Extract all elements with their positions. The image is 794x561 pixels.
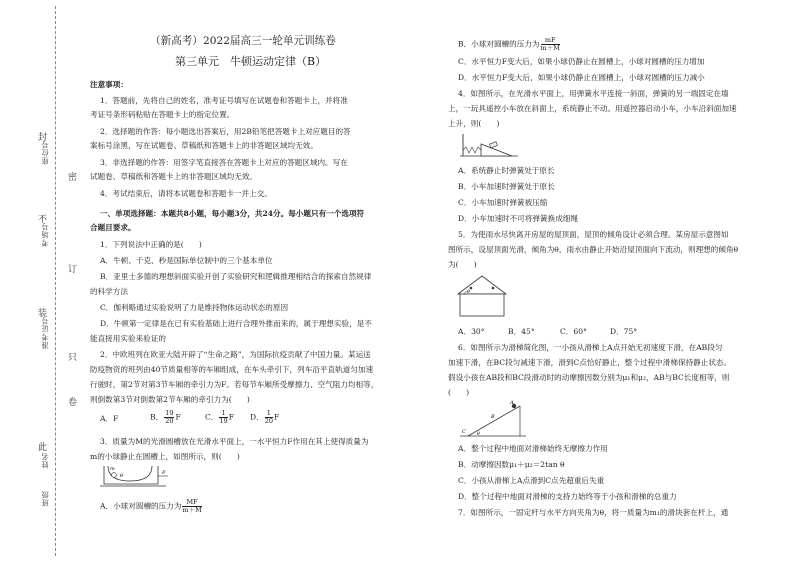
notice-line: 试题卷、草稿纸和答题卡上的非答题区域均无效。 — [90, 172, 258, 181]
q6-stem: ( ) — [448, 388, 470, 397]
q1-option-c: C．伽利略通过实验说明了力是维持物体运动状态的原因 — [100, 303, 289, 312]
q5-option-b: B．45° — [508, 327, 535, 336]
page-subtitle: 第三单元 牛顿运动定律（B） — [175, 55, 327, 68]
q1-option-d-cont: 能直接用实验来验证的 — [90, 334, 166, 343]
q3-option-d: D．水平恒力F变大后，如果小球仍静止在圆槽上，小球对圆槽的压力减小 — [458, 73, 705, 82]
q6-option-a: A．整个过程中地面对滑梯始终无摩擦力作用 — [458, 444, 608, 453]
q3-fig-theta: θ — [120, 473, 124, 479]
q2-option-d: D． $\frac{1}{20}$ F — [250, 409, 280, 425]
q6-stem: 6．如图所示为滑梯简化图，一小孩从滑梯上A点开始无初速度下滑，在AB段匀 — [458, 343, 723, 352]
q6-stem: 加速下滑，在BC段匀减速下滑，滑到C点恰好静止，整个过程中滑梯保持静止状态。 — [448, 358, 732, 367]
q6-fig-A: A — [510, 400, 514, 406]
q6-fig-C: C — [462, 429, 466, 435]
q6-fig-B: B — [491, 414, 495, 420]
q6-slide-figure — [458, 398, 528, 440]
margin-char-bu: 不 — [38, 215, 48, 225]
q3-stem: m的小球静止在圆槽上，如图所示，则( ) — [90, 452, 240, 461]
q5-house-figure — [456, 272, 508, 318]
binding-line — [55, 6, 56, 556]
q4-spring-incline-figure — [460, 132, 520, 160]
margin-char-mi: 密 — [68, 173, 78, 183]
q4-stem: 上，一玩具遥控小车放在斜面上，系统静止不动。用遥控器启动小车，小车沿斜面加速 — [448, 104, 737, 113]
q3-option-a: A．小球对圆槽的压力为 $\frac{MF}{m+M}$ — [100, 498, 202, 514]
q1-option-b-cont: 的科学方法 — [90, 287, 128, 296]
section-heading: 一、单项选择题：本题共8小题，每小题3分，共24分。每小题只有一个选项符 — [100, 209, 365, 218]
q4-option-d: D．小车加速时不可将弹簧换成细绳 — [458, 214, 578, 223]
margin-exam-label: 考场号 — [40, 222, 49, 247]
q5-stem: 图所示，设屋顶面光滑，倾角为θ，雨水由静止开始沿屋顶面向下流动，则理想的倾角θ — [448, 245, 739, 254]
q1-option-a: A．牛顿、千克、秒是国际单位制中的三个基本单位 — [100, 256, 273, 265]
q3-fig-F: F — [162, 470, 166, 476]
section-heading-cont: 合题目要求。 — [90, 223, 136, 232]
margin-char-ding: 订 — [68, 265, 78, 275]
margin-char-feng: 封 — [38, 133, 48, 143]
q5-stem: 为( ) — [448, 260, 477, 269]
q2-option-c: C． $\frac{1}{19}$ F — [205, 409, 234, 425]
q6-fig-theta: θ — [477, 432, 480, 437]
margin-char-juan: 卷 — [68, 398, 78, 408]
notice-line: 3．非选择题的作答：用签字笔直接答在答题卡上对应的答题区域内。写在 — [100, 158, 348, 167]
q2-stem: 则倒数第3节对倒数第2节车厢的牵引力为( ) — [90, 395, 250, 404]
notice-line: 案标号涂黑，写在试题卷、草稿纸和答题卡上的非答题区域均无效。 — [90, 141, 318, 150]
q3-option-b: B．小球对圆槽的压力为 $\frac{mF}{m+M}$ — [458, 36, 560, 52]
q1-stem: 1．下列说法中正确的是( ) — [100, 240, 202, 249]
q4-option-a: A．系统静止时弹簧处于原长 — [458, 166, 555, 175]
notice-line: 考证号条形码粘贴在答题卡上的指定位置。 — [90, 110, 235, 119]
q1-option-d: D．牛顿第一定律是在已有实验基础上进行合理外推而来的，属于理想实验，是不 — [100, 319, 372, 328]
q7-stem: 7．如图所示，一固定杆与水平方向夹角为θ，将一质量为m₁的滑块套在杆上，通 — [458, 508, 729, 517]
q4-option-b: B．小车加速时弹簧处于原长 — [458, 182, 555, 191]
q5-option-c: C．60° — [560, 327, 587, 336]
margin-name-label: 姓名 — [40, 452, 49, 469]
q6-option-c: C．小孩从滑梯上A点滑到C点先超重后失重 — [458, 476, 605, 485]
q5-stem: 5．为使雨水尽快离开房屋的屋顶面，屋顶的倾角设计必须合理。某房屋示意图如 — [458, 230, 729, 239]
notice-line: 1．答题前，先将自己的姓名、准考证号填写在试题卷和答题卡上，并将准 — [100, 96, 348, 105]
q5-option-a: A．30° — [458, 327, 485, 336]
q4-stem: 4．如图所示，在光滑水平面上，用弹簧水平连接一斜面，弹簧的另一端固定在墙 — [458, 89, 729, 98]
q2-option-b: B． $\frac{19}{20}$ F — [150, 409, 181, 425]
q3-stem: 3．质量为M的光滑圆槽放在光滑水平面上，一水平恒力F作用在其上使得质量为 — [100, 437, 369, 446]
q3-groove-figure — [100, 462, 170, 490]
q5-option-d: D．75° — [610, 327, 638, 336]
q6-stem: 假设小孩在AB段和BC段滑动时的动摩擦因数分别为μ₁和μ₂，AB与BC长度相等，则 — [448, 373, 730, 382]
page-title: （新高考）2022届高三一轮单元训练卷 — [150, 35, 336, 47]
margin-ticket-label: 准考证号 — [40, 316, 49, 349]
q6-option-b: B．动摩擦因数μ₁＋μ₂＝2tan θ — [458, 460, 565, 469]
margin-char-zhi: 只 — [68, 353, 78, 363]
q2-stem: 2．中欧班列在欧亚大陆开辟了“生命之路”，为国际抗疫贡献了中国力量。某运送 — [100, 350, 371, 359]
q3-option-c: C．水平恒力F变大后，如果小球仍静止在圆槽上，小球对圆槽的压力增加 — [458, 57, 705, 66]
q5-fig-theta: θ — [467, 290, 470, 295]
notice-heading: 注意事项： — [90, 80, 128, 89]
margin-char-ci: 此 — [38, 443, 48, 453]
q4-stem: 上升，则( ) — [448, 119, 500, 128]
margin-class-label: 班级 — [40, 490, 49, 507]
margin-char-zhuang: 装 — [38, 309, 48, 319]
notice-line: 4．考试结束后，请将本试题卷和答题卡一并上交。 — [100, 189, 272, 198]
notice-line: 2．选择题的作答：每小题选出答案后，用2B铅笔把答题卡上对应题目的答 — [100, 127, 351, 136]
q2-stem: 防疫物资的班列由40节质量相等的车厢组成，在车头牵引下，列车沿平直轨道匀加速 — [90, 365, 374, 374]
q2-stem: 行驶时，第2节对第3节车厢的牵引力为F。若每节车厢所受摩擦力、空气阻力均相等， — [90, 380, 379, 389]
q4-option-c: C．小车加速时弹簧被压缩 — [458, 198, 548, 207]
margin-seat-label: 座位号 — [40, 140, 49, 165]
q2-option-a: A．F — [100, 414, 119, 423]
q3-fig-m: m — [110, 466, 115, 472]
q1-option-b: B．亚里士多德的理想斜面实验开创了实验研究和逻辑推理相结合的探索自然规律 — [100, 272, 372, 281]
q6-option-d: D．整个过程中地面对滑梯的支持力始终等于小孩和滑梯的总重力 — [458, 492, 677, 501]
